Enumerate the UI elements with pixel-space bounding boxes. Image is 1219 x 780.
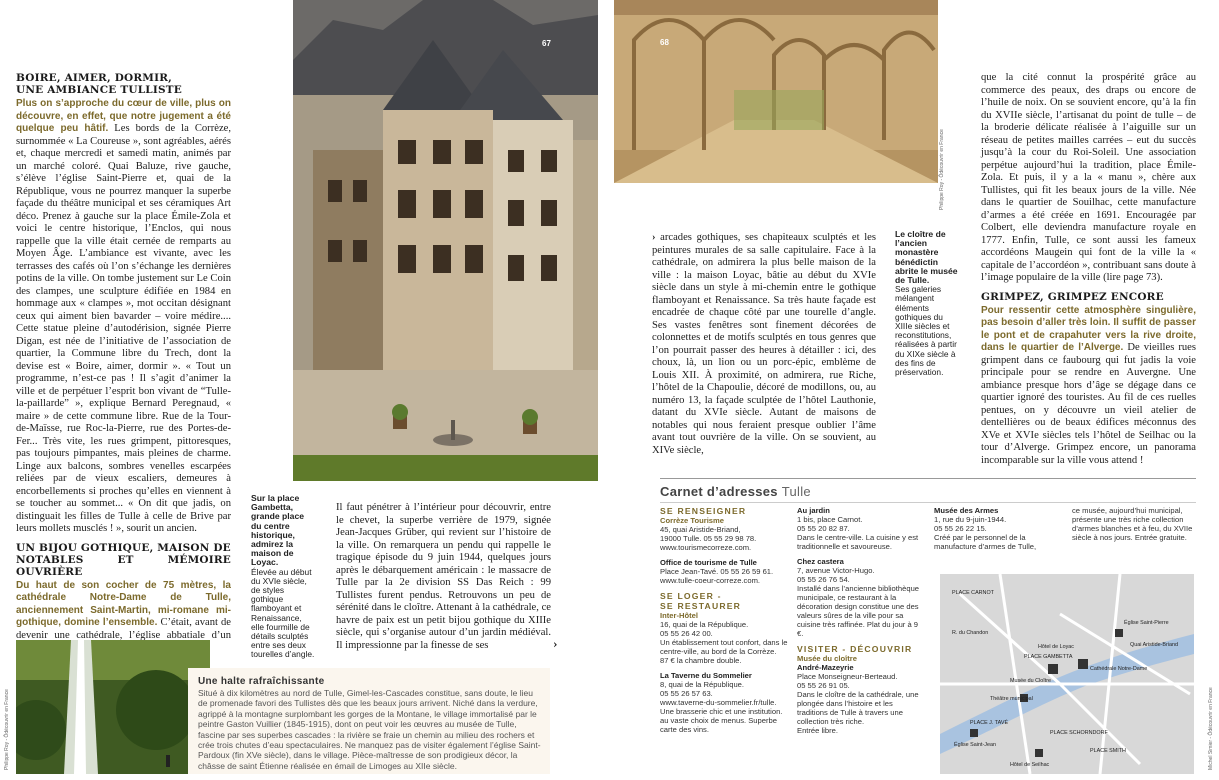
address-entry: Chez castera 7, avenue Victor-Hugo. 05 55 26 76 54. Installé dans l’ancienne bibliothèque municipale, ce restaurant à la décoration design constitue une des valeurs sûres de la ville pour sa cuisine très raffinée. Plat du jour à 9 €. bbox=[797, 557, 920, 638]
map-label: Hôtel de Seilhac bbox=[1010, 762, 1050, 768]
section-body-bijou: Du haut de son cocher de 75 mètres, la cathédrale Notre-Dame de Tulle, anciennement Saint-Martin, mi-romane mi-gothique, domine l’ensemble. C’était, avant de devenir une cathédrale, l’église abbatiale d’un bbox=[16, 579, 231, 641]
carnet-section-renseigner: SE RENSEIGNER bbox=[660, 506, 747, 516]
city-map bbox=[940, 574, 1194, 774]
article-column-right: que la cité connut la prospérité grâce au commerce des peaux, des draps ou encore de l’huile de noix. On se souvient encore, qu’à la fin du XVIIe siècle, l’artisanat du point de tulle – de la broderie délicate réalisée à l’aiguille sur un réseau de petites mailles carrées – eut du succès jusqu’à la cour du Roi-Soleil. Une association perpétue aujourd’hui la tradition, place Émile-Zola. Et puis, il y a la « manu », chère aux Tullistes, qui fit les beaux jours de la ville. Née dans le quartier de Souilhac, cette manufacture d’armes a été créée en 1691. Encouragée par Colbert, elle deviendra manufacture royale en 1777. Enfin, Tulle, ce sont aussi les fameux accordéons Maugein qui font de la ville la « capitale de l’accordéon », contribuant sans doute à l’image populaire de la ville (lire page 73). GRIMPEZ, GRIMPEZ ENCORE Pour ressentir cette atmosphère singulière, pas besoin d’aller très loin. Il suffit de passer le pont et de crapahuter vers la rive droite, dans le quartier de l’Alverge. De vieilles rues grimpent dans ce faubourg qui fut jadis la voie principale pour se rendre en Auvergne. Une ambiance presque hors d’âge se dégage dans ce quartier ignoré des touristes. Au fil de ces ruelles pentues, on y découvre un vieil atelier de dentellières ou de beaux édifices méconnus des XVe et XVIe siècles tels l’hôtel de Seilhac ou la tour d’Alverge. Grimpez encore, un panorama incomparable sur la ville vous attend ! bbox=[981, 72, 1197, 466]
sidebar-halte bbox=[188, 668, 550, 774]
continue-arrow-icon: › bbox=[553, 638, 558, 651]
map-label: PLACE CARNOT bbox=[952, 590, 994, 596]
section-title-grimpez: GRIMPEZ, GRIMPEZ ENCORE bbox=[981, 290, 1164, 303]
section-title-bijou: UN BIJOU GOTHIQUE, MAISON DE NOTABLES ET MÉMOIRE OUVRIÈRE bbox=[16, 541, 231, 578]
section-title-boire: BOIRE, AIMER, DORMIR, UNE AMBIANCE TULLISTE bbox=[16, 72, 182, 96]
photo-credit: Philippe Roy - Ôdécouvrir en France bbox=[939, 129, 945, 210]
map-credit: Michel Simier - Ôdécouvrir en France bbox=[1208, 687, 1214, 770]
address-entry: Musée du cloître André-Mazeyrie Place Monseigneur-Berteaud. 05 55 26 91 05. Dans le cloître de la cathédrale, une plongée dans l’histoire et les traditions de Tulle à travers une collection très riche. Entrée libre. bbox=[797, 654, 919, 735]
carnet-column-4 bbox=[1072, 506, 1194, 548]
divider bbox=[660, 478, 1196, 479]
map-label: PLACE SMITH bbox=[1090, 748, 1126, 754]
photo-credit: Philippe Roy - Ôdécouvrir en France bbox=[4, 689, 10, 770]
caption-cloitre: Le cloître de l’ancien monastère bénédictin abrite le musée de Tulle. Ses galeries mélangent éléments gothiques du XIIIe siècles et reconstitutions, réalisées à partir du XIXe siècle à des fins de préservation. bbox=[895, 229, 958, 378]
map-label: PLACE GAMBETTA bbox=[1024, 654, 1073, 660]
article-column-middle: Il faut pénétrer à l’intérieur pour découvrir, entre le chevet, la superbe verrière de 1979, signée Jean-Jacques Grüber, qui revient sur l’histoire de la ville. On remarquera un pendu qui rappelle le tragique épisode du 9 juin 1944, quelques jours après le débarquement américain : le massacre de Tulle par la 2e division SS Das Reich : 99 Tullistes furent pendus. Retrouvons un peu de sérénité dans le cloître. Attenant à la cathédrale, ce havre de paix est un petit bijou gothique du XIIIe siècle, qui s’organise autour d’un jardin médiéval. Il impressionne par la finesse de ses bbox=[336, 502, 551, 651]
map-label: Église Saint-Pierre bbox=[1124, 620, 1169, 626]
carnet-section-visiter: VISITER - DÉCOUVRIR bbox=[797, 644, 913, 654]
section-lead: Pour ressentir cette atmosphère singulière, pas besoin d’aller très loin. Il suffit de passer le pont et de crapahuter vers la rive droite, dans le quartier de l’Alverge. bbox=[981, 304, 1196, 353]
address-entry: La Taverne du Sommelier 8, quai de la République. 05 55 26 57 63. www.taverne-du-sommelier.fr/tulle. Une brasserie chic et une institution. au vaste choix de menus. Superbe carte des vins. bbox=[660, 671, 783, 734]
carnet-title: Carnet d’adresses Tulle bbox=[660, 484, 811, 499]
map-label: Cathédrale Notre-Dame bbox=[1090, 666, 1148, 672]
article-column-center: › arcades gothiques, ses chapiteaux sculptés et les peintures murales de sa salle capitulaire. Face à la cathédrale, on admirera la plus belle maison de la ville : la maison Loyac, bâtie au début du XVIe siècle dans un style à mi-chemin entre le gothique flamboyant et Renaissance. Sa très haute façade est encadrée de chaque côté par une tourelle d’angle. Ses vastes fenêtres sont finement décorées de colonnettes et de motifs sculptés en tous genres que l’on pourrait passer des heures à détailler : ici, des choux, là, un lion ou un porc-épic, emblème de Louis XII. À proximité, on admirera, rue Riche, l’hôtel de la Chapoulie, décoré de modillons, ou, au numéro 13, la façade sculptée de l’hôtel Lauthonie, datant du XVIe siècle. Autant de maisons de notables qui nous feraient presque oublier l’âme avant tout ouvrière de la ville. On se souvient, au XIVe siècle, bbox=[652, 232, 876, 456]
photo-cascade bbox=[16, 640, 210, 774]
sidebar-halte-title: Une halte rafraîchissante bbox=[198, 676, 325, 687]
map-label: PLACE J. TAVÉ bbox=[970, 720, 1009, 726]
photo-maison-loyac bbox=[293, 0, 598, 481]
address-entry: Office de tourisme de Tulle Place Jean-Tavé. 05 55 26 59 61. www.tulle-coeur-correze.com. bbox=[660, 558, 774, 585]
section-lead: Plus on s’approche du cœur de ville, plus on découvre, en effet, que notre jugement a été quelque peu hâtif. bbox=[16, 98, 231, 134]
map-label: PLACE SCHORNDORF bbox=[1050, 730, 1108, 736]
page-number-left: 67 bbox=[542, 39, 551, 48]
address-entry: ce musée, aujourd’hui municipal, présente une très riche collection d’armes blanches et à feu, du XVIIe siècle à nos jours. Entrée gratuite. bbox=[1072, 506, 1193, 542]
carnet-column-1 bbox=[660, 506, 790, 740]
address-entry: Au jardin 1 bis, place Carnot. 05 55 20 82 87. Dans le centre-ville. La cuisine y est traditionnelle et savoureuse. bbox=[797, 506, 919, 551]
address-entry: Inter-Hôtel 16, quai de la République. 05 55 26 42 00. Un établissement tout confort, dans le centre-ville, au bord de la Corrèze. 87 € la chambre double. bbox=[660, 611, 788, 665]
address-entry: Corrèze Tourisme 45, quai Aristide-Briand, 19000 Tulle. 05 55 29 98 78. www.tourismecorreze.com. bbox=[660, 516, 757, 552]
map-label: Église Saint-Jean bbox=[954, 742, 996, 748]
map-label: Quai Aristide-Briand bbox=[1130, 642, 1178, 648]
section-body-boire: Plus on s’approche du cœur de ville, plus on découvre, en effet, que notre jugement a été quelque peu hâtif. Les bords de la Corrèze, surnommée « La Coureuse », sont agréables, aérés et, chaque mercredi et samedi matin, animés par un marché coloré. Quai Baluze, rive gauche, s’élève l’église Saint-Pierre et, quai de la République, vous ne pourrez manquer la superbe façade du théâtre municipal et ses céramiques Art déco. Prenez à gauche sur la place Émile-Zola et voici le centre historique, l’Enclos, qui nous rappelle que la ville était cernée de remparts au Moyen Âge. L’ambiance est vivante, avec les terrasses des cafés où l’on s’échange les dernières potins de la ville. On tombe justement sur Le Coin des clampes, une sculpture édifiée en 1984 en hommage aux « clampes », mot occitan désignant ceux qui aiment bien bavarder – voire médire.... Cette statue pleine d’autodérision, signée Pierre Digan, est née de l’initiative de l’association de quartier, la Commune libre du Trech, dont la devise est « Boire, aimer, dormir ». « Tout un programme, n’est-ce pas ! Il s’agit d’animer la ville et de perpétuer l’esprit bon vivant de “Tulle-la-paillarde” », explique Bernard Peregnaud, « maire » de cette commune libre. Rue de la Tour-de-Maïsse, rue Roc-la-Pierre, rue des Portes-de-Fer... Très vite, les rues grimpent, pittoresques, pas toujours pimpantes, mais pleines de charme. Linge aux balcons, sombres venelles escarpées reliées par de vieux escaliers, demeures à encorbellements si proches qu’elles en viennent à se toucher au sommet... « On dit que jadis, on distinguait les filles de Tulle à celle de Brive par leurs mollets musclés ! », sourit un ancien. bbox=[16, 98, 231, 534]
photo-cloitre bbox=[614, 0, 938, 183]
map-label: R. du Chandon bbox=[952, 630, 989, 636]
carnet-section-loger: SE LOGER - SE RESTAURER bbox=[660, 591, 742, 611]
sidebar-halte-text: Situé à dix kilomètres au nord de Tulle, Gimel-les-Cascades constitue, sans doute, le lieu de promenade favori des Tullistes dès que les beaux jours arrivent. Niché dans la verdure, agrippé à la montagne surplombant les gorges de la Montane, le village immortalisé par le peintre Gaston Vuillier (1845-1915), dont on peut voir les œuvres au musée de Tulle, fascine par ses superbes cascades : la rivière se fraie un chemin au milieu des rochers et crée trois chutes d’eau spectaculaires. Ne manquez pas de visiter également l’église Saint-Pardoux (fin XVe siècle), dans le village. Pièce-maîtresse de son prodigieux décor, la châsse de saint Étienne réalisée en émail de Limoges au XIIe siècle. bbox=[198, 688, 541, 771]
address-entry: Musée des Armes 1, rue du 9-juin-1944. 05 55 26 22 15. Créé par le personnel de la manufacture d’armes de Tulle, bbox=[934, 506, 1037, 551]
section-lead: Du haut de son cocher de 75 mètres, la cathédrale Notre-Dame de Tulle, anciennement Saint-Martin, mi-romane mi-gothique, domine l’ensemble. bbox=[16, 579, 231, 628]
carnet-column-2 bbox=[797, 506, 923, 741]
caption-gambetta: Sur la place Gambetta, grande place du centre historique, admirez la maison de Loyac. Élevée au début du XVIe siècle, de styles gothique flamboyant et Renaissance, elle fourmille de détails sculptés entre ses deux tourelles d’angle. bbox=[251, 493, 315, 660]
page-number-right: 68 bbox=[660, 38, 669, 47]
divider bbox=[660, 502, 1196, 503]
article-column-left bbox=[16, 72, 231, 655]
carnet-column-3 bbox=[934, 506, 1056, 557]
continue-arrow-icon: › bbox=[652, 232, 656, 243]
map-label: Musée du Cloître bbox=[1010, 678, 1052, 684]
map-label: Théâtre municipal bbox=[990, 696, 1033, 702]
map-label: Hôtel de Loyac bbox=[1038, 644, 1074, 650]
